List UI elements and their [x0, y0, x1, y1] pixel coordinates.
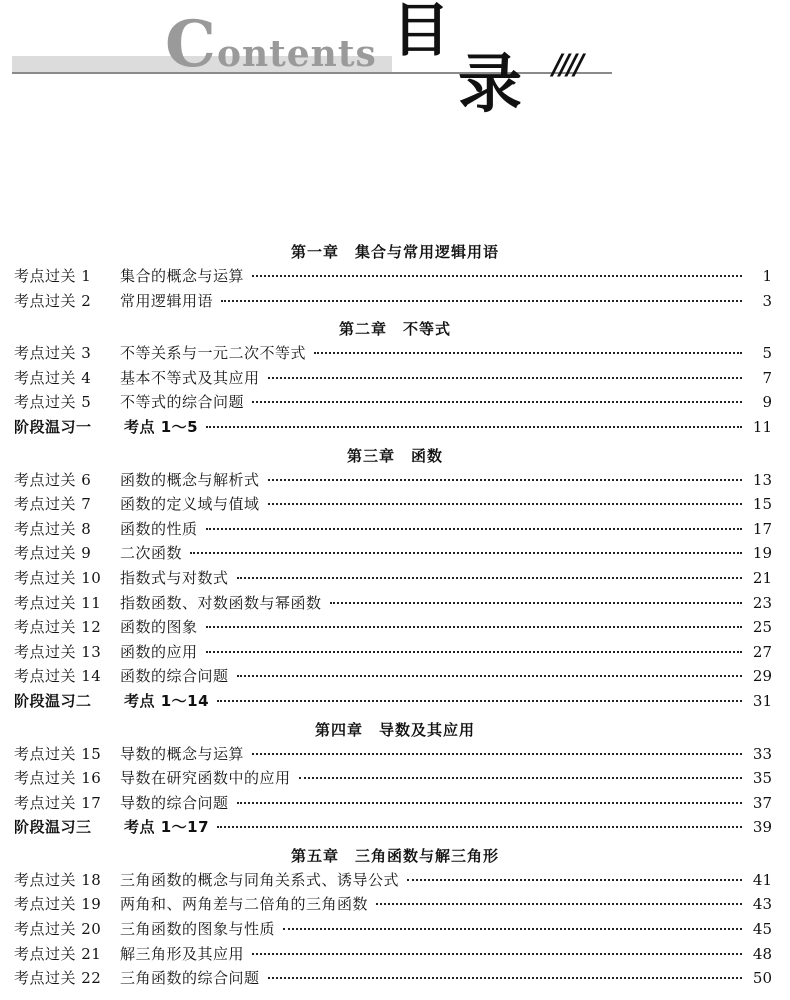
- entry-code: 考点过关 17: [14, 793, 102, 812]
- toc-entry-row[interactable]: [0, 942, 790, 967]
- toc-entry-row[interactable]: [0, 366, 790, 391]
- entry-page-number: 45: [752, 920, 772, 939]
- entry-page-number: 1: [762, 267, 772, 285]
- entry-title: 导数的综合问题: [120, 793, 229, 812]
- entry-title: 函数的综合问题: [120, 667, 229, 686]
- entry-title: 指数函数、对数函数与幂函数: [120, 593, 322, 612]
- entry-title: 函数的图象: [120, 618, 198, 637]
- table-of-contents: [0, 236, 790, 991]
- dot-leader: [252, 953, 742, 955]
- entry-title: 二次函数: [120, 544, 183, 563]
- toc-entry-row[interactable]: [0, 868, 790, 893]
- toc-entry-row[interactable]: [0, 264, 790, 289]
- entry-page-number: 21: [752, 568, 772, 587]
- entry-title: 函数的应用: [120, 642, 198, 661]
- entry-page-number: 27: [752, 642, 772, 661]
- entry-page-number: 25: [752, 618, 772, 637]
- entry-title: 常用逻辑用语: [120, 291, 214, 310]
- dot-leader: [206, 528, 742, 530]
- entry-code: 考点过关 6: [14, 470, 92, 489]
- entry-title: 函数的性质: [120, 519, 198, 538]
- entry-title: 三角函数的图象与性质: [120, 920, 276, 939]
- dot-leader: [237, 802, 742, 804]
- chapter-heading: 第二章 不等式: [338, 320, 451, 339]
- dot-leader: [217, 700, 742, 702]
- toc-entry-row[interactable]: [0, 517, 790, 542]
- title-char-mu: 目: [392, 0, 451, 64]
- entry-code: 阶段温习三: [14, 818, 92, 837]
- toc-entry-row[interactable]: [0, 615, 790, 640]
- title-char-lu: 录: [458, 48, 522, 122]
- entry-title: 函数的定义域与值域: [120, 495, 260, 514]
- entry-page-number: 31: [752, 691, 772, 710]
- entry-code: 考点过关 18: [14, 870, 102, 889]
- dot-leader: [299, 777, 742, 779]
- entry-page-number: 13: [752, 470, 772, 489]
- entry-page-number: 39: [752, 818, 772, 837]
- dot-leader: [314, 352, 742, 354]
- dot-leader: [268, 479, 742, 481]
- toc-entry-row[interactable]: [0, 742, 790, 767]
- entry-title: 两角和、两角差与二倍角的三角函数: [120, 895, 369, 914]
- contents-cap: C: [165, 7, 217, 82]
- entry-page-number: 7: [762, 368, 772, 387]
- entry-page-number: 19: [752, 544, 772, 563]
- entry-code: 考点过关 13: [14, 642, 102, 661]
- entry-code: 考点过关 11: [14, 593, 102, 612]
- entry-code: 考点过关 15: [14, 744, 102, 763]
- entry-code: 考点过关 8: [14, 519, 92, 538]
- dot-leader: [206, 426, 742, 428]
- entry-title: 导数在研究函数中的应用: [120, 769, 291, 788]
- entry-code: 考点过关 12: [14, 618, 102, 637]
- toc-entry-row[interactable]: [0, 966, 790, 991]
- contents-wordmark: [165, 7, 377, 82]
- entry-code: 考点过关 22: [14, 969, 102, 988]
- entry-page-number: 17: [752, 519, 772, 538]
- entry-page-number: 41: [752, 870, 772, 889]
- entry-page-number: 23: [752, 593, 772, 612]
- dot-leader: [206, 651, 742, 653]
- entry-page-number: 9: [762, 393, 772, 412]
- dot-leader: [283, 928, 742, 930]
- entry-page-number: 3: [762, 291, 772, 310]
- dot-leader: [190, 552, 742, 554]
- entry-page-number: 33: [752, 744, 772, 763]
- entry-code: 考点过关 10: [14, 568, 102, 587]
- header-slashes: ////: [552, 48, 581, 81]
- entry-code: 阶段温习一: [14, 417, 92, 436]
- entry-title: 考点 1～5: [124, 417, 199, 436]
- entry-page-number: 15: [752, 495, 772, 514]
- toc-entry-row[interactable]: [0, 541, 790, 566]
- chapter-heading: 第三章 函数: [346, 446, 443, 465]
- entry-title: 导数的概念与运算: [120, 744, 245, 763]
- entry-title: 不等关系与一元二次不等式: [120, 344, 307, 363]
- dot-leader: [268, 503, 742, 505]
- entry-page-number: 43: [752, 895, 772, 914]
- entry-page-number: 29: [752, 667, 772, 686]
- entry-title: 基本不等式及其应用: [120, 368, 260, 387]
- toc-entry-row[interactable]: [0, 289, 790, 314]
- toc-entry-row[interactable]: [0, 390, 790, 415]
- entry-code: 考点过关 4: [14, 368, 92, 387]
- dot-leader: [237, 675, 742, 677]
- dot-leader: [221, 300, 742, 302]
- entry-code: 考点过关 21: [14, 944, 102, 963]
- toc-entry-row[interactable]: [0, 492, 790, 517]
- dot-leader: [206, 626, 742, 628]
- contents-rest: ontents: [216, 33, 377, 75]
- entry-code: 考点过关 5: [14, 393, 92, 412]
- chapter-heading: 第五章 三角函数与解三角形: [290, 846, 499, 865]
- toc-entry-row[interactable]: [0, 917, 790, 942]
- entry-code: 阶段温习二: [14, 691, 92, 710]
- entry-code: 考点过关 7: [14, 495, 92, 514]
- toc-stage-review-row[interactable]: [0, 815, 790, 840]
- entry-title: 三角函数的概念与同角关系式、诱导公式: [120, 870, 400, 889]
- toc-stage-review-row[interactable]: [0, 689, 790, 714]
- entry-title: 三角函数的综合问题: [120, 969, 260, 988]
- toc-entry-row[interactable]: [0, 566, 790, 591]
- toc-entry-row[interactable]: [0, 892, 790, 917]
- chapter-heading: 第四章 导数及其应用: [314, 720, 475, 739]
- entry-page-number: 11: [752, 417, 772, 436]
- entry-page-number: 35: [752, 769, 772, 788]
- entry-code: 考点过关 19: [14, 895, 102, 914]
- toc-entry-row[interactable]: [0, 468, 790, 493]
- dot-leader: [268, 977, 742, 979]
- toc-entry-row[interactable]: [0, 640, 790, 665]
- dot-leader: [237, 577, 742, 579]
- entry-title: 考点 1～17: [124, 818, 210, 837]
- entry-code: 考点过关 16: [14, 769, 102, 788]
- toc-entry-row[interactable]: [0, 664, 790, 689]
- toc-entry-row[interactable]: [0, 341, 790, 366]
- entry-title: 考点 1～14: [124, 691, 210, 710]
- dot-leader: [217, 826, 742, 828]
- toc-entry-row[interactable]: [0, 591, 790, 616]
- dot-leader: [330, 602, 742, 604]
- entry-page-number: 48: [752, 944, 772, 963]
- dot-leader: [407, 879, 742, 881]
- entry-code: 考点过关 9: [14, 544, 92, 563]
- dot-leader: [376, 903, 742, 905]
- page-header: [0, 0, 790, 120]
- entry-page-number: 37: [752, 793, 772, 812]
- entry-page-number: 5: [762, 344, 772, 363]
- dot-leader: [252, 275, 742, 277]
- dot-leader: [268, 377, 742, 379]
- entry-code: 考点过关 2: [14, 291, 92, 310]
- entry-title: 解三角形及其应用: [120, 944, 245, 963]
- entry-code: 考点过关 1: [14, 267, 92, 285]
- entry-code: 考点过关 14: [14, 667, 102, 686]
- toc-stage-review-row[interactable]: [0, 415, 790, 440]
- dot-leader: [252, 401, 742, 403]
- entry-title: 函数的概念与解析式: [120, 470, 260, 489]
- dot-leader: [252, 753, 742, 755]
- entry-page-number: 50: [752, 969, 772, 988]
- toc-entry-row[interactable]: [0, 766, 790, 791]
- entry-code: 考点过关 3: [14, 344, 92, 363]
- entry-code: 考点过关 20: [14, 920, 102, 939]
- entry-title: 不等式的综合问题: [120, 393, 245, 412]
- entry-title: 指数式与对数式: [120, 568, 229, 587]
- chapter-heading: 第一章 集合与常用逻辑用语: [290, 243, 499, 261]
- entry-title: 集合的概念与运算: [120, 267, 245, 285]
- toc-entry-row[interactable]: [0, 791, 790, 816]
